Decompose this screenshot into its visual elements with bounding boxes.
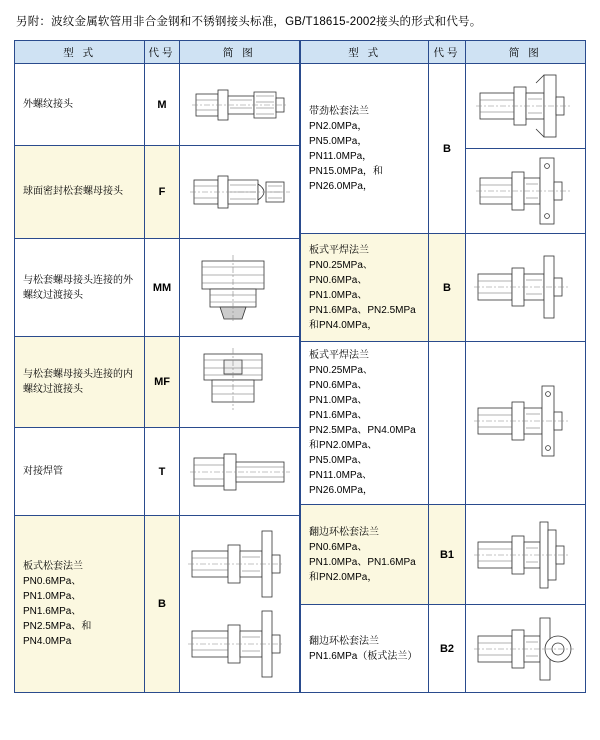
row-figure [179, 427, 299, 515]
row-type-text: 外螺纹接头 [15, 64, 145, 146]
row-code [429, 342, 465, 505]
row-code: B [145, 516, 179, 693]
right-table-header [301, 41, 586, 64]
row-code: T [145, 427, 179, 515]
row-figure [179, 146, 299, 239]
row-figure [179, 337, 299, 427]
spherical-seal-union-joint-icon [180, 152, 298, 232]
table-row [15, 337, 300, 427]
table-row [301, 505, 586, 605]
row-type-text: 板式平焊法兰 PN0.25MPa、PN0.6MPa、PN1.0MPa、PN1.6MPa、PN2.5MPa、PN4.0MPa 和PN2.0MPa、PN5.0MPa、PN11.0MPa、PN26.0MPa， [301, 342, 429, 505]
row-code: B2 [429, 605, 465, 693]
row-figure [465, 64, 585, 149]
row-type-text: 带劲松套法兰 PN2.0MPa，PN5.0MPa，PN11.0MPa，PN15.0MPa，和PN26.0MPa， [301, 64, 429, 234]
row-type-text: 板式松套法兰 PN0.6MPa、PN1.0MPa、PN1.6MPa、PN2.5MPa、和PN4.0MPa [15, 516, 145, 693]
table-row [301, 234, 586, 342]
row-type-text: 与松套螺母接头连接的内螺纹过渡接头 [15, 337, 145, 427]
row-code: B1 [429, 505, 465, 605]
table-row [15, 427, 300, 515]
row-figure [179, 238, 299, 337]
female-thread-transition-joint-icon [180, 342, 298, 422]
row-figure [465, 234, 585, 342]
flared-ring-loose-flange-icon [466, 508, 584, 602]
right-header-type: 型 式 [301, 41, 429, 64]
row-code: MM [145, 238, 179, 337]
plate-flat-weld-flange-icon [466, 238, 584, 338]
row-code: B [429, 64, 465, 234]
row-type-text: 与松套螺母接头连接的外螺纹过渡接头 [15, 238, 145, 337]
plate-flat-weld-flange-2-icon [466, 364, 584, 482]
page-title: 另附：波纹金属软管用非合金钢和不锈钢接头标准，GB/T18615-2002接头的形式和代号。 [16, 16, 482, 28]
left-header-code: 代号 [145, 41, 179, 64]
table-row [15, 516, 300, 693]
male-thread-transition-joint-icon [180, 245, 298, 331]
row-figure [465, 342, 585, 505]
table-row [301, 605, 586, 693]
row-figure [179, 64, 299, 146]
left-header-figure: 简 图 [179, 41, 299, 64]
row-figure [179, 516, 299, 693]
row-code: B [429, 234, 465, 342]
row-type-text: 翻边环松套法兰 PN1.6MPa（板式法兰） [301, 605, 429, 693]
row-type-text: 板式平焊法兰 PN0.25MPa、PN0.6MPa、PN1.0MPa、PN1.6MPa、PN2.5MPa和PN4.0MPa， [301, 234, 429, 342]
row-type-text: 对接焊管 [15, 427, 145, 515]
row-figure [465, 605, 585, 693]
table-row [301, 342, 586, 505]
butt-weld-pipe-icon [180, 434, 298, 510]
row-figure [465, 149, 585, 234]
table-row [15, 64, 300, 146]
tables-container [14, 40, 586, 693]
left-header-type: 型 式 [15, 41, 145, 64]
flared-ring-loose-flange-2-icon [466, 608, 584, 690]
row-code: M [145, 64, 179, 146]
right-header-figure: 简 图 [465, 41, 585, 64]
left-joint-table [14, 40, 300, 693]
row-type-text: 翻边环松套法兰 PN0.6MPa、PN1.0MPa、PN1.6MPa和PN2.0MPa， [301, 505, 429, 605]
right-header-code: 代号 [429, 41, 465, 64]
table-row [15, 238, 300, 337]
row-figure [465, 505, 585, 605]
plate-loose-flange-icon [180, 521, 298, 687]
row-code: MF [145, 337, 179, 427]
male-thread-joint-icon [180, 70, 298, 140]
table-row [15, 146, 300, 239]
ribbed-loose-flange-icon-2 [466, 152, 584, 230]
right-joint-table [300, 40, 586, 693]
left-table-header [15, 41, 300, 64]
ribbed-loose-flange-icon [466, 67, 584, 145]
row-type-text: 球面密封松套螺母接头 [15, 146, 145, 239]
table-row [301, 64, 586, 149]
row-code: F [145, 146, 179, 239]
